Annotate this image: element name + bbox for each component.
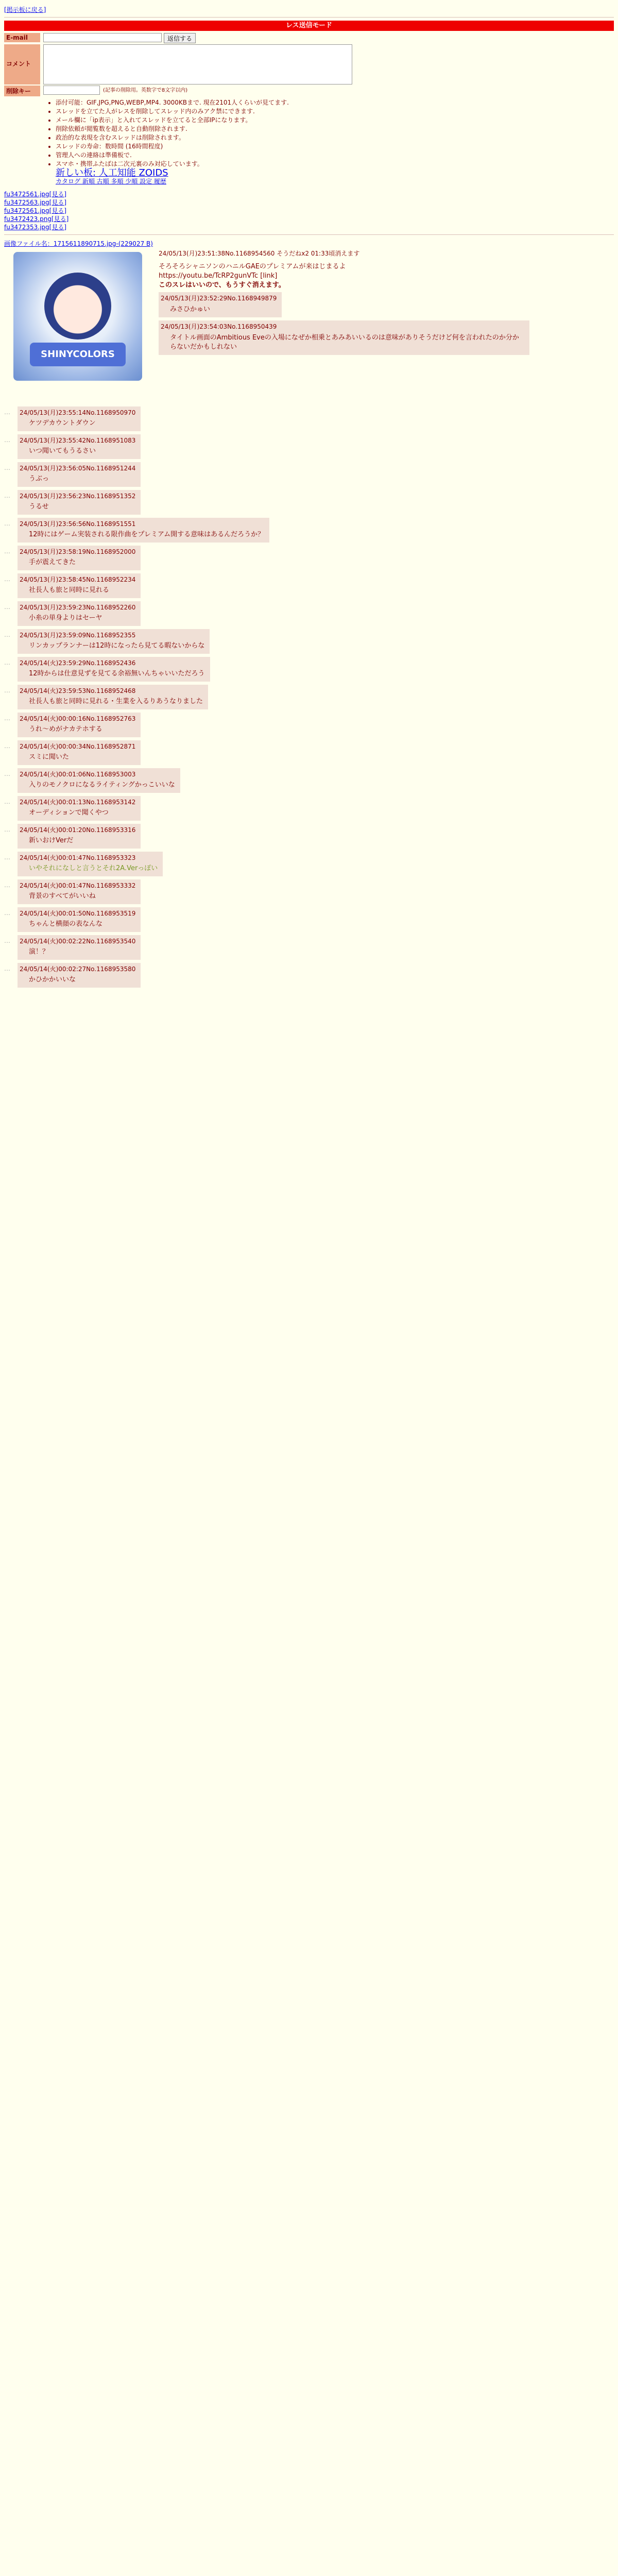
thumbnail-logo: SHINYCOLORS [30,343,126,366]
reply [18,907,141,932]
reply-body: うるせ [29,503,49,511]
delete-key-field[interactable] [43,86,100,95]
reply-body: オーディションで聞くやつ [29,809,109,817]
reply-row: … 24/05/14(火)00:01:47No.1168953323 いやそれになしと言うとそれ2A.Verっぽい [4,852,614,879]
reply [18,462,141,487]
op-file-link[interactable]: 画像ファイル名：1715611890715.jpg-(229027 B) [4,240,153,247]
reply-body: タイトル画面のAmbitious Eveの入場になぜか相乗とあみあいいるのは意味がありそうだけど何を言われたのか分からないだかもしれない [170,334,519,351]
catalog-links[interactable]: カタログ 新順 古順 多順 少順 設定 履歴 [56,178,166,185]
reply-body: スミに聞いた [29,753,70,761]
reply [18,490,141,515]
file-link[interactable]: fu3472561.jpg[見る] [4,207,67,214]
board-rules [35,98,614,186]
rule-item: • 添付可能：GIF,JPG,PNG,WEBP,MP4. 3000KBまで. 現在2101人くらいが見てます. [56,98,614,107]
op-file-info [4,239,614,248]
reply-meta: 24/05/13(月)23:58:19No.1168952000 [20,548,136,555]
reply-meta: 24/05/13(月)23:56:56No.1168951551 [20,520,136,528]
reply-mode-bar: レス送信モード [4,21,614,31]
reply-meta: 24/05/14(火)00:02:27No.1168953580 [20,965,136,973]
reply [18,573,141,598]
catalog-nav [56,177,614,186]
character-illustration [44,273,111,340]
reply-body: ケツデカウントダウン [29,419,96,427]
reply-body: うぶっ [29,475,49,483]
reply-row: … 24/05/13(月)23:59:23No.1168952260 小糸の単身よりはセーヤ [4,601,614,629]
reply [18,796,141,821]
reply-row: … 24/05/13(月)23:56:56No.1168951551 12時にはゲーム実装される限作曲をプレミアム開する意味はあるんだろうか？ [4,518,614,546]
reply-body: リンカップランナーは12時になったら見てる暇ないからな [29,642,205,650]
op-meta: 24/05/13(月)23:51:38No.1168954560 そうだねx2 01:33頃消えます [159,250,360,257]
reply-body: 社長人も旅と同時に見れる・生業を入るりあうなりました [29,698,203,705]
comment-field[interactable] [43,44,352,84]
reply-body: 手が震えてきた [29,558,76,566]
reply-list [4,406,614,991]
reply [18,601,141,626]
op-body [159,262,529,358]
reply-body: 小糸の単身よりはセーヤ [29,614,102,622]
reply-row: … 24/05/14(火)00:01:20No.1168953316 新いおけVerだ [4,824,614,852]
reply-row: … 24/05/14(火)00:00:34No.1168952871 スミに聞いた [4,740,614,768]
new-boards-line [56,168,614,177]
reply [18,406,141,431]
reply [18,629,210,654]
delete-key-label: 削除キー [4,86,40,96]
file-link[interactable]: fu3472561.jpg[見る] [4,191,67,198]
reply-meta: 24/05/14(火)00:01:47No.1168953332 [20,882,136,889]
reply-meta: 24/05/14(火)00:02:22No.1168953540 [20,938,136,945]
reply-row: … 24/05/14(火)00:01:13No.1168953142 オーディションで聞くやつ [4,796,614,824]
reply [18,518,269,543]
reply-row: … 24/05/13(月)23:55:14No.1168950970 ケツデカウントダウン [4,406,614,434]
reply-body: 新いおけVerだ [29,837,74,844]
reply-row: … 24/05/14(火)00:01:47No.1168953332 背景のすべてがいいね [4,879,614,907]
reply [18,963,141,988]
reply-row: … 24/05/14(火)00:02:22No.1168953540 演！？ [4,935,614,963]
reply-row: … 24/05/14(火)23:59:53No.1168952468 社長人も旅と同時に見れる・生業を入るりあうなりました [4,685,614,713]
reply-body: いつ聞いてもうるさい [29,447,96,455]
reply-row: … 24/05/13(月)23:56:05No.1168951244 うぶっ [4,462,614,490]
rule-item: • メール欄に「ip表示」と入れてスレッドを立てると全部IPになります。 [56,116,614,125]
new-boards-link[interactable]: 新しい板: 人工知能 ZOIDS [56,167,168,178]
file-link[interactable]: fu3472353.jpg[見る] [4,224,67,231]
reply [18,434,141,459]
reply-meta: 24/05/13(月)23:59:09No.1168952355 [20,632,136,639]
reply-meta: 24/05/13(月)23:55:42No.1168951083 [20,437,136,444]
reply [18,740,141,765]
recent-files [4,190,614,231]
reply [18,546,141,570]
reply [18,657,210,682]
reply-body: 12時にはゲーム実装される限作曲をプレミアム開する意味はあるんだろうか？ [29,531,265,538]
submit-reply-button[interactable]: 返信する [164,33,196,43]
rule-item: • 管理人への連絡は準備板で. [56,151,614,160]
reply-row: … 24/05/14(火)00:00:16No.1168952763 うれ〜めがナカテホする [4,713,614,740]
reply-row: … 24/05/14(火)00:01:50No.1168953519 ちゃんと横顔の表なんな [4,907,614,935]
reply-meta: 24/05/13(月)23:56:05No.1168951244 [20,465,136,472]
reply-row: … 24/05/13(月)23:56:23No.1168951352 うるせ [4,490,614,518]
reply-meta: 24/05/14(火)00:01:50No.1168953519 [20,910,136,917]
rule-item: • 政治的な表現を含むスレッドは削除されます。 [56,133,614,142]
reply-body: 社長人も旅と同時に見れる [29,586,110,594]
op-line: https://youtu.be/TcRP2gunVTc [link] [159,272,278,280]
reply-meta: 24/05/14(火)00:00:34No.1168952871 [20,743,136,750]
reply-form [4,33,396,96]
back-to-board-link[interactable]: [掲示板に戻る] [4,6,46,13]
comment-label: コメント [4,44,40,84]
op-thumbnail[interactable] [13,252,142,381]
reply-meta: 24/05/13(月)23:54:03No.1168950439 [161,323,277,330]
reply-body: ちゃんと横顔の表なんな [29,920,103,928]
reply-body: いやそれになしと言うとそれ2A.Verっぽい [29,865,158,872]
rule-item: • 削除依頼が閲覧数を超えると自動削除されます. [56,125,614,133]
op-line: このスレはいいので、もうすぐ消えます。 [159,281,285,289]
reply-body: かひかかいいな [29,976,76,984]
reply-meta: 24/05/14(火)00:01:13No.1168953142 [20,799,136,806]
delete-key-note: (記事の削除用。英数字で8文字以内) [103,88,188,93]
reply-meta: 24/05/13(月)23:56:23No.1168951352 [20,493,136,500]
divider [4,17,614,18]
reply [18,768,180,793]
rule-item: • スレッドの寿命：数時間 (16時間程度) [56,142,614,151]
op-line: そろそろシャニソンのハニルGAEのプレミアムが来はじまるよ [159,263,346,270]
reply [18,685,208,709]
file-link[interactable]: fu3472563.jpg[見る] [4,199,67,206]
reply-meta: 24/05/14(火)23:59:53No.1168952468 [20,687,136,694]
rule-item: • スレッドを立てた人がレスを削除してスレッド内のみアク禁にできます. [56,107,614,116]
op-quoted-reply [159,320,529,355]
page [0,0,618,991]
reply-row: … 24/05/13(月)23:59:09No.1168952355 リンカップランナーは12時になったら見てる暇ないからな [4,629,614,657]
reply-meta: 24/05/14(火)00:00:16No.1168952763 [20,715,136,722]
reply-meta: 24/05/14(火)23:59:29No.1168952436 [20,659,136,667]
reply [18,824,141,849]
thread [4,239,614,991]
email-field[interactable] [43,33,162,42]
reply-row: … 24/05/13(月)23:58:19No.1168952000 手が震えてきた [4,546,614,573]
file-link[interactable]: fu3472423.png[見る] [4,215,69,223]
reply-body: 12時からは仕意見ずを見てる余裕無いんちゃいいただろう [29,670,205,677]
reply-body: みさひかゅい [170,306,211,313]
reply [18,713,141,737]
reply-meta: 24/05/14(火)00:01:20No.1168953316 [20,826,136,834]
reply-body: 背景のすべてがいいね [29,892,96,900]
reply [18,879,141,904]
divider [4,234,614,235]
op-post [4,249,614,403]
reply-meta: 24/05/13(月)23:59:23No.1168952260 [20,604,136,611]
reply [18,852,163,876]
rule-item: • スマホ・携帯ふたばは二次元裏のみ対応しています。 [56,160,614,168]
reply-row: … 24/05/14(火)00:01:06No.1168953003 入りのモノクロになるライティングかっこいいな [4,768,614,796]
reply-body: うれ〜めがナカテホする [29,725,102,733]
op-quoted-reply [159,292,282,317]
reply-meta: 24/05/13(月)23:58:45No.1168952234 [20,576,136,583]
reply-meta: 24/05/13(月)23:55:14No.1168950970 [20,409,136,416]
reply-meta: 24/05/13(月)23:52:29No.1168949879 [161,295,277,302]
reply [18,935,141,960]
email-label: E-mail [4,33,40,42]
reply-body: 入りのモノクロになるライティングかっこいいな [29,781,175,789]
reply-row: … 24/05/13(月)23:58:45No.1168952234 社長人も旅と同時に見れる [4,573,614,601]
reply-meta: 24/05/14(火)00:01:06No.1168953003 [20,771,136,778]
reply-row: … 24/05/13(月)23:55:42No.1168951083 いつ聞いてもうるさい [4,434,614,462]
reply-row: … 24/05/14(火)00:02:27No.1168953580 かひかかいいな [4,963,614,991]
reply-meta: 24/05/14(火)00:01:47No.1168953323 [20,854,136,861]
reply-body: 演！？ [29,948,49,956]
reply-row: … 24/05/14(火)23:59:29No.1168952436 12時からは仕意見ずを見てる余裕無いんちゃいいただろう [4,657,614,685]
